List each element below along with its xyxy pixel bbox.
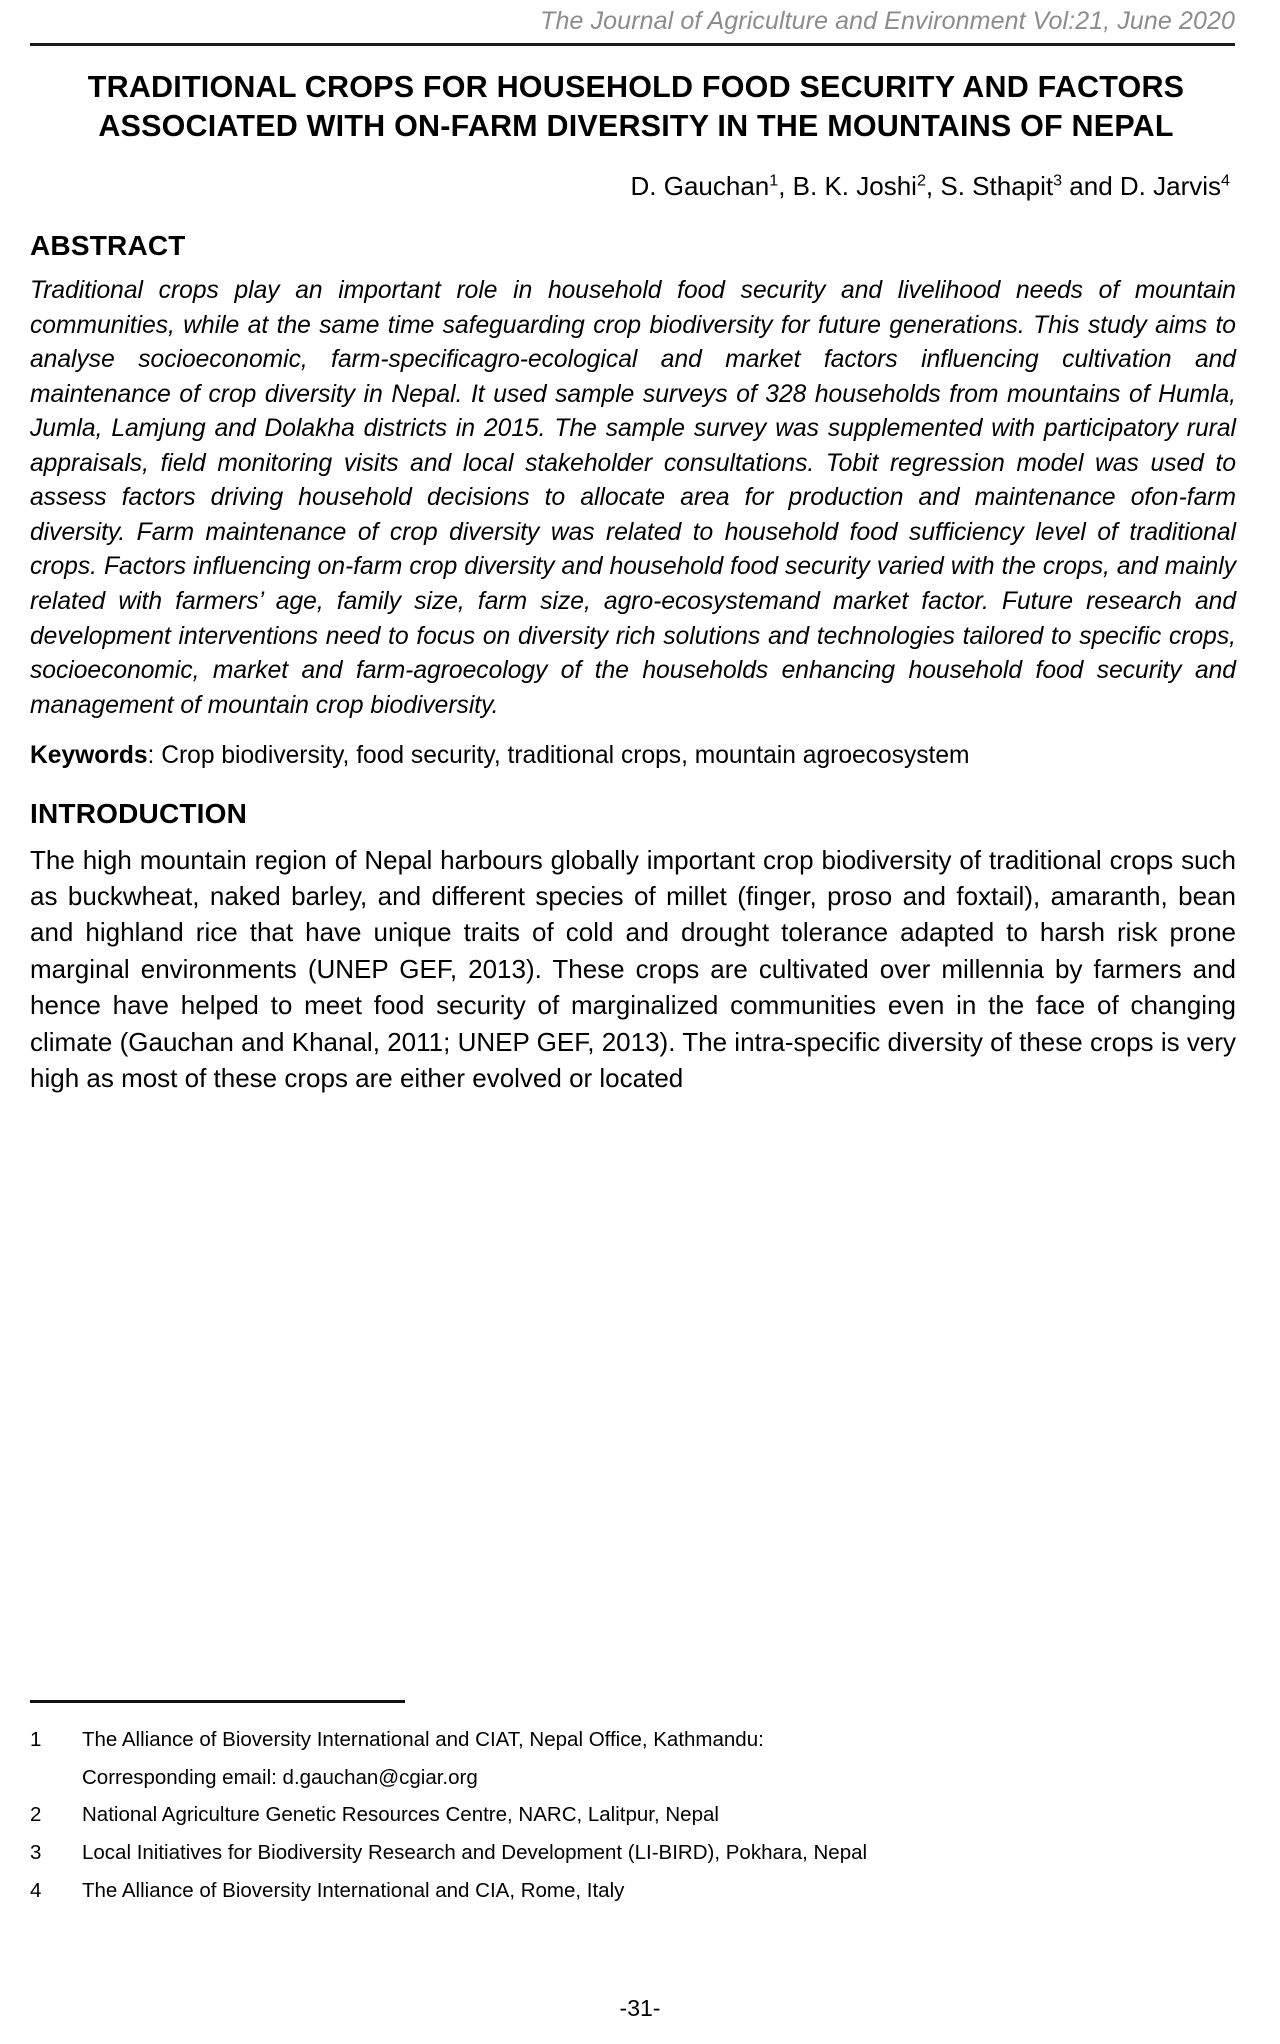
footnote-item	[30, 1878, 1242, 1905]
footnote-number: 1	[30, 1728, 42, 1751]
footnotes	[30, 1700, 1242, 1915]
authors-line	[30, 170, 1230, 204]
footnote-continuation: Corresponding email: d.gauchan@cgiar.org	[82, 1765, 478, 1789]
footnote-text: National Agriculture Genetic Resources Centre, NARC, Lalitpur, Nepal	[82, 1803, 719, 1827]
keywords-line	[30, 739, 1236, 773]
footnote-text: The Alliance of Bioversity International and CIA, Rome, Italy	[82, 1878, 625, 1902]
footnote-item	[30, 1727, 1242, 1754]
introduction-body	[30, 842, 1236, 1097]
keywords-separator: :	[147, 742, 162, 770]
introduction-heading: INTRODUCTION	[30, 797, 248, 829]
author-2: B. K. Joshi	[792, 171, 917, 202]
footnote-item	[30, 1802, 1242, 1829]
author-4-affiliation-marker: 4	[1221, 171, 1230, 190]
footnote-text: Local Initiatives for Biodiversity Research and Development (LI-BIRD), Pokhara, Nepal	[82, 1840, 868, 1864]
footnote-number: 4	[30, 1878, 42, 1902]
abstract-paragraph: Traditional crops play an important role in household food security and livelihood needs of mountain communities, while at the same time safeguarding crop biodiversity for future generations. This study aims to analyse socioeconomic, farm-specificagro-ecological and market factors influencing cultivation and maintenance of crop diversity in Nepal. It used sample surveys of 328 households from mountains of Humla, Jumla, Lamjung and Dolakha districts in 2015. The sample survey was supplemented with participatory rural appraisals, field monitoring visits and local stakeholder consultations. Tobit regression model was used to assess factors driving household decisions to allocate area for production and maintenance ofon-farm diversity. Farm maintenance of crop diversity was related to household food sufficiency level of traditional crops. Factors influencing on-farm crop diversity and household food security varied with the crops, and mainly related with farmers’ age, family size, farm size, agro-ecosystemand market factor. Future research and development interventions need to focus on diversity rich solutions and technologies tailored to specific crops, socioeconomic, market and farm-agroecology of the households enhancing household food security and management of mountain crop biodiversity.	[30, 277, 1236, 719]
header-rule	[30, 43, 1235, 46]
author-separator-1: ,	[778, 171, 793, 202]
author-1-affiliation-marker: 1	[769, 171, 779, 190]
author-3: S. Sthapit	[940, 171, 1054, 202]
page-title: TRADITIONAL CROPS FOR HOUSEHOLD FOOD SECURITY AND FACTORS ASSOCIATED WITH ON-FARM DIVERSITY IN THE MOUNTAINS OF NEPAL	[87, 70, 1185, 144]
footnote-number: 3	[30, 1840, 42, 1864]
footnote-number: 2	[30, 1803, 42, 1827]
introduction-paragraph: The high mountain region of Nepal harbours globally important crop biodiversity of traditional crops such as buckwheat, naked barley, and different species of millet (finger, proso and foxtail), amaranth, bean and highland rice that have unique traits of cold and drought tolerance adapted to harsh risk prone marginal environments (UNEP GEF, 2013). These crops are cultivated over millennia by farmers and hence have helped to meet food security of marginalized communities even in the face of changing climate (Gauchan and Khanal, 2011; UNEP GEF, 2013). The intra-specific diversity of these crops is very high as most of these crops are either evolved or located	[30, 844, 1236, 1093]
running-head: The Journal of Agriculture and Environment Vol:21, June 2020	[540, 7, 1235, 35]
author-separator-3: and	[1062, 171, 1120, 202]
author-1: D. Gauchan	[630, 171, 770, 202]
author-separator-2: ,	[925, 171, 941, 202]
abstract-heading: ABSTRACT	[30, 230, 186, 262]
author-4: D. Jarvis	[1119, 171, 1222, 202]
author-3-affiliation-marker: 3	[1053, 171, 1063, 190]
footnote-text: The Alliance of Bioversity International and CIAT, Nepal Office, Kathmandu:	[82, 1728, 764, 1751]
page-number: -31-	[619, 1995, 661, 2021]
keywords-label: Keywords	[30, 742, 148, 770]
footnote-separator-rule	[30, 1700, 405, 1703]
footnote-item	[30, 1840, 1242, 1867]
author-2-affiliation-marker: 2	[916, 171, 926, 190]
keywords-value: Crop biodiversity, food security, traditional crops, mountain agroecosystem	[161, 742, 970, 770]
abstract-body	[30, 274, 1236, 723]
